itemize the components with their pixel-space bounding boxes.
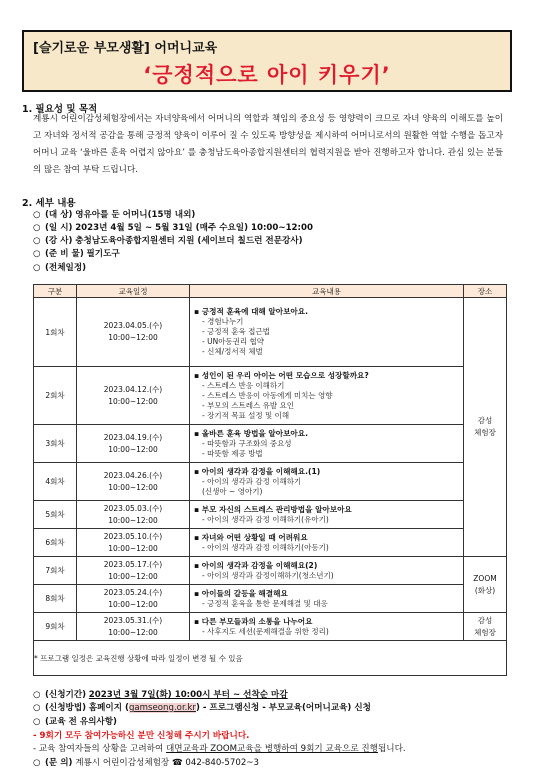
session-date: 2023.05.17.(수) 10:00~12:00: [77, 557, 190, 585]
contact: ○ (문 의) 계룡시 어린이감성체험장 ☎ 042-840-5702~3: [33, 758, 259, 768]
section2-heading: 2. 세부 내용: [22, 198, 76, 209]
apply-method: ○ (신청방법) 홈페이지 (gamseong.or.kr) - 프로그램신청 - 부모교육(어머니교육) 신청: [33, 703, 371, 713]
caution-2: - 교육 참여자들의 상황을 고려하여 대면교육과 ZOOM교육을 병행하여 9회기 교육으로 진행됩니다.: [33, 744, 406, 754]
table-header-row: [34, 285, 507, 298]
session-no: 8회차: [34, 585, 77, 613]
table-row: [34, 529, 507, 557]
caution-label: ○ (교육 전 유의사항): [33, 717, 117, 727]
table-row: [34, 501, 507, 529]
session-date: 2023.04.19.(수) 10:00~12:00: [77, 425, 190, 463]
session-date: 2023.04.05.(수) 10:00~12:00: [77, 298, 190, 367]
detail-datetime: ○ (일 시) 2023년 4월 5일 ~ 5월 31일 (매주 수요일) 10:00~12:00: [33, 223, 313, 233]
session-content: ▪ 다른 부모들과의 소통을 나누어요 - 사후지도 세션(문제해결을 위한 정리): [190, 613, 464, 641]
detail-target: ○ (대 상) 영유아를 둔 어머니(15명 내외): [33, 210, 196, 220]
table-row: [34, 585, 507, 613]
header-session: 구분: [34, 285, 77, 298]
table-row: [34, 613, 507, 641]
session-no: 6회차: [34, 529, 77, 557]
header-place: 장소: [464, 285, 507, 298]
detail-supplies: ○ (준 비 물) 필기도구: [33, 249, 120, 259]
session-no: 9회차: [34, 613, 77, 641]
place-center: 감성 체험장: [464, 298, 507, 557]
place-zoom: ZOOM (화상): [464, 557, 507, 613]
session-content: ▪ 성인이 된 우리 아이는 어떤 모습으로 성장할까요? - 스트레스 반응 이해하기 - 스트레스 반응이 아동에게 미치는 영향 - 부모의 스트레스 유발 요인 - 장기적 목표 설정 및 이해: [190, 367, 464, 425]
header-content: 교육내용: [190, 285, 464, 298]
banner-title: ‘긍정적으로 아이 키우기’: [143, 63, 391, 87]
section1-body: 계룡시 어린이감성체험장에서는 자녀양육에서 어머니의 역할과 책임의 중요성 등 영향력이 크므로 자녀 양육의 이해도를 높이고 자녀와 정서적 공감을 통해 긍정적 양육이 이루어 질 수 있도록 방향성을 제시하여 어머니로서의 원활한 역할 수행을 돕고자 어머니 교육 ‘울바른 훈육 어렵지 않아요’ 를 충청남도육아종합지원센터의 협력지원을 받아 진행하고자 합니다. 관심 있는 분들의 많은 참여 부탁 드립니다.: [33, 114, 503, 175]
session-content: ▪ 부모 자신의 스트레스 관리방법을 알아보아요 - 아이의 생각과 감정 이해하기(유아기): [190, 501, 464, 529]
table-row: [34, 425, 507, 463]
section1-heading: 1. 필요성 및 목적: [22, 104, 98, 115]
header-date: 교육일정: [77, 285, 190, 298]
title-banner: [22, 30, 512, 92]
homepage-link[interactable]: gamseong.or.kr: [128, 703, 196, 713]
table-row: [34, 367, 507, 425]
session-no: 1회차: [34, 298, 77, 367]
detail-instructor: ○ (강 사) 충청남도육아종합지원센터 지원 (세이브더 칠드런 전문강사): [33, 236, 303, 246]
table-note-row: [34, 641, 507, 676]
session-content: ▪ 아이들의 갈등을 해결해요 - 긍정적 훈육을 통한 문제해결 및 대응: [190, 585, 464, 613]
caution-1: - 9회기 모두 참여가능하신 분만 신청해 주시기 바랍니다.: [33, 731, 250, 741]
session-content: ▪ 긍정적 훈육에 대해 알아보아요. - 경험나누기 - 긍정적 훈육 접근법 - UN아동권리 협약 - 신체/정서적 체벌: [190, 298, 464, 367]
session-no: 2회차: [34, 367, 77, 425]
session-content: ▪ 아이의 생각과 감정을 이해해요(2) - 아이의 생각과 감정이해하기(청소년기): [190, 557, 464, 585]
session-date: 2023.05.24.(수) 10:00~12:00: [77, 585, 190, 613]
table-row: [34, 298, 507, 367]
table-row: [34, 557, 507, 585]
session-no: 4회차: [34, 463, 77, 501]
session-date: 2023.04.12.(수) 10:00~12:00: [77, 367, 190, 425]
detail-schedule-label: ○ (전체일정): [33, 263, 87, 273]
schedule-note: * 프로그램 일정은 교육진행 상황에 따라 일정이 변경 될 수 있음: [34, 641, 507, 676]
session-date: 2023.05.31.(수) 10:00~12:00: [77, 613, 190, 641]
session-no: 3회차: [34, 425, 77, 463]
session-no: 7회차: [34, 557, 77, 585]
session-content: ▪ 아이의 생각과 감정을 이해해요.(1) - 아이의 생각과 감정 이해하기 (신생아 ~ 영아기): [190, 463, 464, 501]
schedule-table: [33, 284, 507, 676]
apply-period: ○ (신청기간) 2023년 3월 7일(화) 10:00시 부터 ~ 선착순 마감: [33, 690, 288, 700]
session-no: 5회차: [34, 501, 77, 529]
session-date: 2023.05.03.(수) 10:00~12:00: [77, 501, 190, 529]
session-content: ▪ 자녀와 어떤 상황일 때 어려워요 - 아이의 생각과 감정 이해하기(아동기): [190, 529, 464, 557]
session-date: 2023.05.10.(수) 10:00~12:00: [77, 529, 190, 557]
banner-subtitle: [슬기로운 부모생활] 어머니교육: [33, 41, 218, 56]
session-content: ▪ 올바른 훈육 방법을 알아보아요. - 따뜻함과 구조화의 중요성 - 따뜻함 제공 방법: [190, 425, 464, 463]
table-row: [34, 463, 507, 501]
place-center-final: 감성 체험장: [464, 613, 507, 641]
session-date: 2023.04.26.(수) 10:00~12:00: [77, 463, 190, 501]
